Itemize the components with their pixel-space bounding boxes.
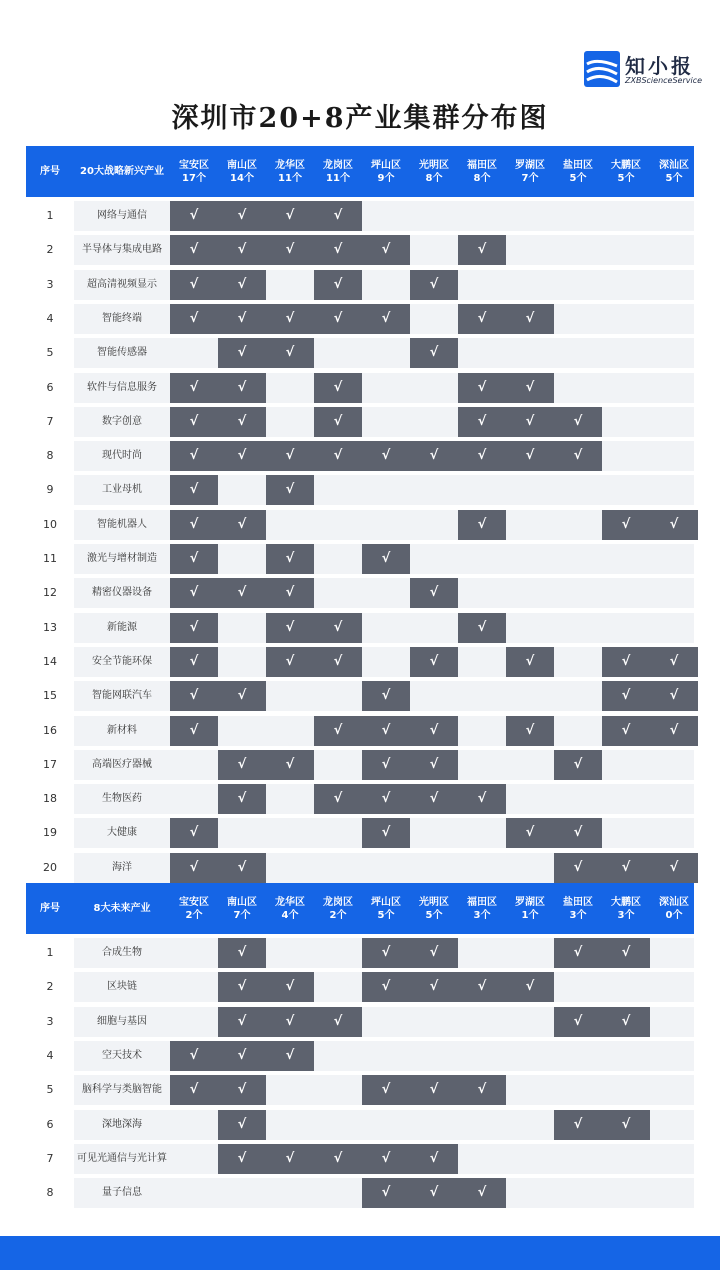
header-district (314, 146, 362, 197)
check-mark: √ (333, 619, 343, 635)
district-count: 7个 (521, 172, 539, 184)
industry-name: 超高清视频显示 (87, 278, 157, 290)
table-row (26, 938, 694, 968)
check-mark: √ (285, 979, 295, 995)
table-row (26, 407, 694, 437)
header-district (458, 883, 506, 934)
row-index: 13 (43, 620, 57, 634)
check-mark: √ (669, 722, 679, 738)
header-district (554, 883, 602, 934)
check-mark: √ (237, 585, 247, 601)
header-district (218, 146, 266, 197)
check-mark: √ (189, 653, 199, 669)
district-count: 0个 (665, 909, 683, 921)
header-district (602, 883, 650, 934)
header-industry: 8大未来产业 (93, 903, 151, 914)
industry-name: 半导体与集成电路 (82, 244, 162, 256)
check-mark: √ (237, 345, 247, 361)
header-district (170, 146, 218, 197)
row-index: 3 (46, 277, 54, 291)
header-district (650, 146, 698, 197)
check-mark: √ (333, 413, 343, 429)
check-mark: √ (333, 1150, 343, 1166)
check-mark: √ (189, 551, 199, 566)
check-mark: √ (381, 242, 391, 258)
district-count: 11个 (278, 172, 302, 184)
check-mark: √ (429, 756, 439, 772)
check-mark: √ (237, 859, 247, 875)
table-row (26, 972, 694, 1002)
check-mark: √ (381, 1185, 391, 1201)
district-name: 福田区 (467, 159, 497, 171)
header-district (410, 883, 458, 934)
district-count: 1个 (521, 909, 539, 921)
check-mark: √ (189, 379, 199, 395)
check-mark: √ (285, 242, 295, 258)
district-name: 大鹏区 (611, 896, 641, 908)
industry-name: 区块链 (107, 981, 137, 993)
industry-name: 量子信息 (102, 1187, 142, 1199)
row-index: 10 (43, 517, 57, 531)
row-index: 7 (46, 414, 54, 428)
check-mark: √ (333, 208, 343, 223)
check-mark: √ (477, 791, 487, 807)
check-mark: √ (621, 688, 631, 704)
check-mark: √ (285, 585, 295, 601)
row-index: 16 (43, 723, 57, 737)
check-mark: √ (333, 276, 343, 292)
district-count: 9个 (377, 172, 395, 184)
table-row (26, 1110, 694, 1140)
district-name: 罗湖区 (515, 896, 545, 908)
check-mark: √ (429, 653, 439, 669)
check-mark: √ (285, 310, 295, 326)
table-row (26, 201, 694, 231)
check-mark: √ (237, 310, 247, 326)
check-mark: √ (525, 653, 535, 669)
row-index: 2 (46, 980, 54, 994)
industry-name: 海洋 (112, 861, 132, 873)
check-mark: √ (189, 242, 199, 258)
district-count: 5个 (569, 172, 587, 184)
header-index: 序号 (40, 903, 60, 914)
district-name: 光明区 (419, 159, 449, 171)
check-mark: √ (381, 979, 391, 995)
district-name: 罗湖区 (515, 159, 545, 171)
row-index: 5 (46, 1083, 54, 1097)
header-district (506, 146, 554, 197)
row-index: 8 (46, 1186, 54, 1200)
table-header (26, 146, 694, 197)
check-mark: √ (237, 379, 247, 395)
check-mark: √ (237, 448, 247, 464)
table-row (26, 441, 694, 471)
industry-name: 高端医疗器械 (92, 758, 152, 770)
check-mark: √ (189, 448, 199, 464)
table-row (26, 613, 694, 643)
logo (583, 50, 703, 90)
check-mark: √ (429, 979, 439, 995)
check-mark: √ (237, 1150, 247, 1166)
row-index: 20 (43, 860, 57, 874)
check-mark: √ (477, 1082, 487, 1098)
table-row (26, 578, 694, 608)
industry-name: 现代时尚 (102, 450, 142, 462)
header-industry: 20大战略新兴产业 (80, 166, 164, 177)
district-name: 龙华区 (275, 159, 305, 171)
check-mark: √ (429, 1150, 439, 1166)
row-index: 6 (46, 1117, 54, 1131)
check-mark: √ (429, 448, 439, 464)
industry-name: 空天技术 (102, 1049, 142, 1061)
check-mark: √ (285, 482, 295, 498)
check-mark: √ (621, 1013, 631, 1029)
district-name: 盐田区 (563, 159, 593, 171)
header-district (314, 883, 362, 934)
check-mark: √ (573, 448, 583, 464)
industry-name: 新能源 (107, 621, 137, 633)
check-mark: √ (621, 1116, 631, 1132)
district-count: 2个 (329, 909, 347, 921)
check-mark: √ (381, 756, 391, 772)
header-district (170, 883, 218, 934)
check-mark: √ (477, 242, 487, 258)
industry-name: 智能终端 (102, 312, 142, 324)
check-mark: √ (525, 979, 535, 995)
check-mark: √ (381, 1082, 391, 1098)
row-index: 6 (46, 380, 54, 394)
row-index: 14 (43, 654, 57, 668)
check-mark: √ (285, 756, 295, 772)
row-index: 8 (46, 449, 54, 463)
check-mark: √ (525, 413, 535, 429)
check-mark: √ (285, 1047, 295, 1063)
logo-subtext: ZXBScienceService (625, 76, 703, 85)
check-mark: √ (285, 1013, 295, 1029)
check-mark: √ (477, 413, 487, 429)
check-mark: √ (669, 688, 679, 704)
check-mark: √ (189, 825, 199, 841)
table-row (26, 716, 694, 746)
check-mark: √ (333, 448, 343, 464)
check-mark: √ (381, 551, 391, 566)
table-row (26, 853, 694, 883)
check-mark: √ (621, 945, 631, 960)
check-mark: √ (189, 482, 199, 498)
row-index: 3 (46, 1014, 54, 1028)
check-mark: √ (237, 413, 247, 429)
header-district (266, 883, 314, 934)
row-index: 2 (46, 243, 54, 257)
district-count: 5个 (377, 909, 395, 921)
table-row (26, 818, 694, 848)
check-mark: √ (285, 619, 295, 635)
check-mark: √ (381, 791, 391, 807)
check-mark: √ (477, 1185, 487, 1201)
industry-name: 软件与信息服务 (87, 381, 157, 393)
district-name: 深汕区 (659, 159, 689, 171)
header-district (554, 146, 602, 197)
check-mark: √ (669, 516, 679, 532)
check-mark: √ (189, 310, 199, 326)
industry-name: 激光与增材制造 (87, 553, 157, 564)
check-mark: √ (429, 722, 439, 738)
district-name: 深汕区 (659, 896, 689, 908)
check-mark: √ (237, 688, 247, 704)
check-mark: √ (285, 551, 295, 566)
check-mark: √ (237, 1116, 247, 1132)
table-row (26, 475, 694, 505)
check-mark: √ (285, 345, 295, 361)
industry-name: 智能网联汽车 (92, 690, 152, 702)
check-mark: √ (381, 722, 391, 738)
check-mark: √ (429, 345, 439, 361)
check-mark: √ (237, 208, 247, 223)
district-name: 龙岗区 (323, 896, 353, 908)
row-index: 7 (46, 1151, 54, 1165)
blue-square-waves-icon (583, 50, 621, 88)
row-index: 18 (43, 792, 57, 806)
industry-name: 细胞与基因 (97, 1015, 147, 1027)
check-mark: √ (333, 653, 343, 669)
check-mark: √ (573, 859, 583, 875)
table-row (26, 750, 694, 780)
district-name: 福田区 (467, 896, 497, 908)
footer-bar (0, 1236, 720, 1270)
check-mark: √ (573, 1013, 583, 1029)
check-mark: √ (189, 585, 199, 601)
check-mark: √ (525, 825, 535, 841)
check-mark: √ (285, 208, 295, 223)
industry-name: 智能传感器 (97, 347, 147, 359)
header-district (218, 883, 266, 934)
check-mark: √ (429, 791, 439, 807)
check-mark: √ (525, 310, 535, 326)
check-mark: √ (333, 791, 343, 807)
row-index: 9 (46, 483, 54, 497)
row-index: 4 (46, 311, 54, 325)
check-mark: √ (477, 619, 487, 635)
check-mark: √ (333, 722, 343, 738)
district-count: 11个 (326, 172, 350, 184)
district-count: 8个 (425, 172, 443, 184)
district-name: 坪山区 (371, 896, 401, 908)
row-index: 11 (43, 552, 57, 565)
check-mark: √ (333, 242, 343, 258)
check-mark: √ (189, 619, 199, 635)
check-mark: √ (477, 448, 487, 464)
check-mark: √ (189, 1082, 199, 1098)
check-mark: √ (477, 979, 487, 995)
check-mark: √ (381, 310, 391, 326)
district-count: 17个 (182, 172, 206, 184)
check-mark: √ (621, 859, 631, 875)
district-count: 5个 (665, 172, 683, 184)
district-name: 光明区 (419, 896, 449, 908)
industry-name: 可见光通信与光计算 (77, 1152, 167, 1164)
district-count: 3个 (569, 909, 587, 921)
industry-name: 工业母机 (102, 484, 142, 496)
check-mark: √ (237, 979, 247, 995)
industry-name: 智能机器人 (97, 518, 147, 530)
check-mark: √ (189, 859, 199, 875)
check-mark: √ (429, 585, 439, 601)
table-row (26, 647, 694, 677)
district-count: 4个 (281, 909, 299, 921)
table-row (26, 1178, 694, 1208)
check-mark: √ (429, 276, 439, 292)
header-index: 序号 (40, 166, 60, 177)
check-mark: √ (669, 859, 679, 875)
check-mark: √ (237, 1047, 247, 1063)
row-index: 12 (43, 586, 57, 600)
district-count: 14个 (230, 172, 254, 184)
check-mark: √ (189, 208, 199, 223)
district-name: 南山区 (227, 159, 257, 171)
district-count: 2个 (185, 909, 203, 921)
header-district (362, 883, 410, 934)
check-mark: √ (573, 756, 583, 772)
check-mark: √ (237, 516, 247, 532)
check-mark: √ (237, 242, 247, 258)
check-mark: √ (381, 1150, 391, 1166)
header-district (650, 883, 698, 934)
check-mark: √ (189, 1047, 199, 1063)
industry-name: 脑科学与类脑智能 (82, 1084, 162, 1096)
table-row (26, 544, 694, 574)
table-row (26, 338, 694, 368)
check-mark: √ (381, 688, 391, 704)
district-name: 宝安区 (179, 159, 209, 171)
check-mark: √ (381, 945, 391, 960)
check-mark: √ (381, 825, 391, 841)
table-row (26, 784, 694, 814)
check-mark: √ (237, 756, 247, 772)
check-mark: √ (621, 653, 631, 669)
table-row (26, 1075, 694, 1105)
check-mark: √ (189, 722, 199, 738)
district-name: 坪山区 (371, 159, 401, 171)
industry-name: 网络与通信 (97, 210, 147, 221)
table-row (26, 510, 694, 540)
district-count: 5个 (617, 172, 635, 184)
check-mark: √ (573, 945, 583, 960)
header-district (602, 146, 650, 197)
row-index: 19 (43, 826, 57, 840)
check-mark: √ (429, 945, 439, 960)
district-count: 3个 (617, 909, 635, 921)
check-mark: √ (237, 1082, 247, 1098)
header-district (410, 146, 458, 197)
industry-name: 安全节能环保 (92, 655, 152, 667)
check-mark: √ (669, 653, 679, 669)
header-district (506, 883, 554, 934)
header-district (362, 146, 410, 197)
check-mark: √ (477, 310, 487, 326)
row-index: 1 (46, 209, 54, 222)
header-district (266, 146, 314, 197)
check-mark: √ (525, 722, 535, 738)
check-mark: √ (189, 413, 199, 429)
row-index: 4 (46, 1048, 54, 1062)
industry-name: 新材料 (107, 724, 137, 736)
check-mark: √ (333, 379, 343, 395)
table-row (26, 304, 694, 334)
table-row (26, 373, 694, 403)
check-mark: √ (573, 1116, 583, 1132)
row-index: 5 (46, 346, 54, 360)
district-name: 龙华区 (275, 896, 305, 908)
industry-name: 合成生物 (102, 947, 142, 958)
check-mark: √ (477, 516, 487, 532)
check-mark: √ (237, 945, 247, 960)
check-mark: √ (573, 825, 583, 841)
check-mark: √ (237, 1013, 247, 1029)
check-mark: √ (189, 516, 199, 532)
industry-name: 大健康 (107, 827, 137, 839)
check-mark: √ (237, 276, 247, 292)
table-row (26, 681, 694, 711)
check-mark: √ (381, 448, 391, 464)
check-mark: √ (189, 688, 199, 704)
table-row (26, 1007, 694, 1037)
check-mark: √ (237, 791, 247, 807)
check-mark: √ (333, 1013, 343, 1029)
industry-name: 精密仪器设备 (92, 587, 152, 599)
check-mark: √ (189, 276, 199, 292)
check-mark: √ (429, 1082, 439, 1098)
district-count: 5个 (425, 909, 443, 921)
industry-name: 深地深海 (102, 1118, 142, 1130)
page-title: 深圳市20+8产业集群分布图 (171, 103, 549, 134)
district-name: 龙岗区 (323, 159, 353, 171)
header-district (458, 146, 506, 197)
check-mark: √ (525, 448, 535, 464)
table-row (26, 1144, 694, 1174)
check-mark: √ (285, 448, 295, 464)
check-mark: √ (285, 1150, 295, 1166)
row-index: 17 (43, 757, 57, 771)
check-mark: √ (621, 516, 631, 532)
industry-name: 数字创意 (102, 415, 142, 427)
check-mark: √ (429, 1185, 439, 1201)
district-name: 盐田区 (563, 896, 593, 908)
logo-text: 知小报 (625, 54, 694, 78)
district-name: 宝安区 (179, 896, 209, 908)
check-mark: √ (525, 379, 535, 395)
district-name: 大鹏区 (611, 159, 641, 171)
district-count: 8个 (473, 172, 491, 184)
check-mark: √ (477, 379, 487, 395)
district-name: 南山区 (227, 896, 257, 908)
table-row (26, 270, 694, 300)
check-mark: √ (333, 310, 343, 326)
check-mark: √ (621, 722, 631, 738)
table-header (26, 883, 694, 934)
table-row (26, 235, 694, 265)
row-index: 1 (46, 946, 54, 959)
industry-name: 生物医药 (102, 793, 142, 805)
district-count: 7个 (233, 909, 251, 921)
check-mark: √ (285, 653, 295, 669)
table-row (26, 1041, 694, 1071)
row-index: 15 (43, 689, 57, 703)
district-count: 3个 (473, 909, 491, 921)
check-mark: √ (573, 413, 583, 429)
